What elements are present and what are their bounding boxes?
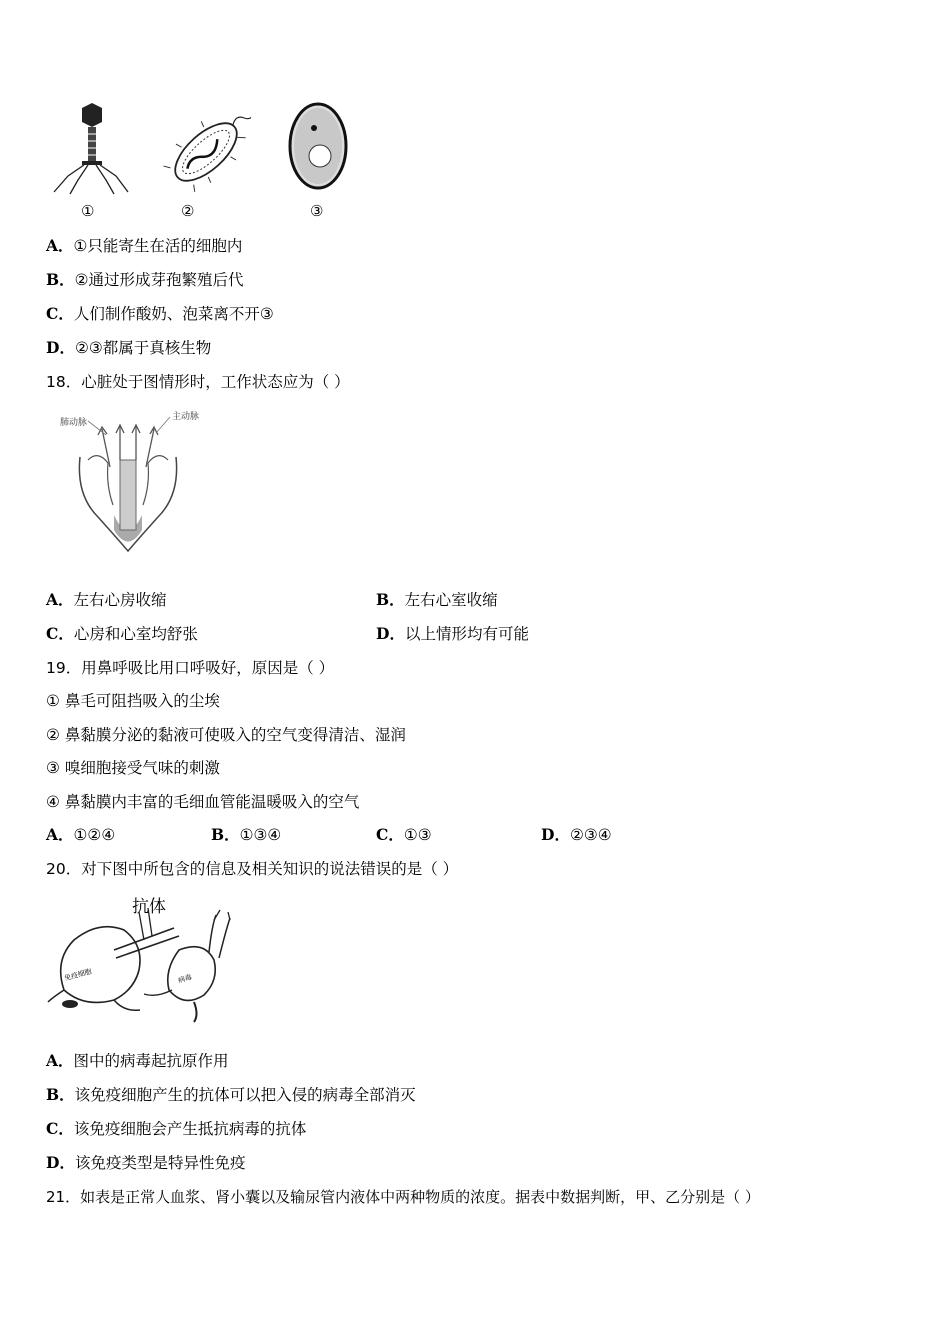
q19-stem: 19．用鼻呼吸比用口呼吸好，原因是（ ） [46,659,335,677]
q19-option-a: A．①②④ [46,825,116,844]
q20-option-d: D．该免疫类型是特异性免疫 [46,1153,246,1172]
q19-option-b: B．①③④ [211,825,282,844]
bacteriophage-drawing [46,100,136,200]
heart-figure [58,405,218,555]
q17-option-d: D．②③都属于真核生物 [46,338,212,357]
q18-option-c: C．心房和心室均舒张 [46,624,198,643]
q20-option-c: C．该免疫细胞会产生抵抗病毒的抗体 [46,1119,307,1138]
q18-option-a: A．左右心房收缩 [46,590,167,609]
q19-option-c: C．①③ [376,825,432,844]
q17-figure [46,100,366,225]
immune-label-antibody: 抗体 [132,897,166,917]
q17-option-b: B．②通过形成芽孢繁殖后代 [46,270,244,289]
q17-option-c: C．人们制作酸奶、泡菜离不开③ [46,304,274,323]
q20-option-a: A．图中的病毒起抗原作用 [46,1051,229,1070]
q17-option-a: A．①只能寄生在活的细胞内 [46,236,243,255]
q18-option-d: D．以上情形均有可能 [376,624,529,643]
heart-label-pulmonary-artery: 肺动脉 [60,418,88,428]
figure-label-2: ② [181,202,195,220]
figure-label-3: ③ [310,202,324,220]
q19-option-d: D．②③④ [541,825,612,844]
immune-figure [44,890,244,1025]
figure-label-1: ① [81,202,95,220]
q18-stem: 18．心脏处于图情形时，工作状态应为（ ） [46,373,350,391]
yeast-drawing [282,100,362,200]
q19-statement-2: ② 鼻黏膜分泌的黏液可使吸入的空气变得清洁、湿润 [46,726,406,744]
bacterium-drawing [161,100,251,200]
immune-label-virus: 病毒 [177,973,193,985]
heart-label-aorta: 主动脉 [172,412,200,422]
q19-statement-4: ④ 鼻黏膜内丰富的毛细血管能温暖吸入的空气 [46,793,360,811]
q21-stem: 21．如表是正常人血浆、肾小囊以及输尿管内液体中两种物质的浓度。据表中数据判断，甲、乙分别是（ ） [46,1188,760,1206]
q19-statement-3: ③ 嗅细胞接受气味的刺激 [46,759,220,777]
q19-statement-1: ① 鼻毛可阻挡吸入的尘埃 [46,692,220,710]
q20-stem: 20．对下图中所包含的信息及相关知识的说法错误的是（ ） [46,860,459,878]
immune-label-cell: 免疫细胞 [63,967,93,983]
q20-option-b: B．该免疫细胞产生的抗体可以把入侵的病毒全部消灭 [46,1085,416,1104]
q18-option-b: B．左右心室收缩 [376,590,498,609]
